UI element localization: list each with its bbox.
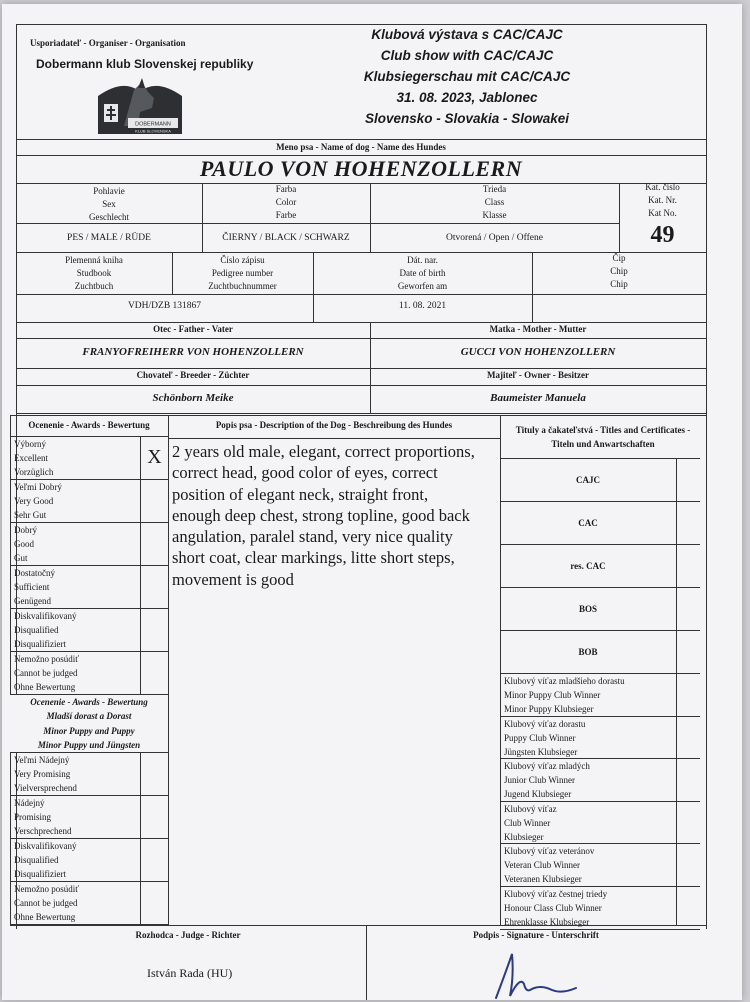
color-label: Farba Color Farbe xyxy=(275,184,297,220)
organiser-label: Usporiadateľ - Organiser - Organisation xyxy=(30,38,186,48)
title-checkbox-2[interactable] xyxy=(677,544,699,587)
pedigree-label: Číslo zápisu Pedigree number Zuchtbuchnummer xyxy=(208,255,277,291)
description-line: enough deep chest, strong topline, good back xyxy=(172,505,470,525)
description-line: short coat, clear markings, litte short steps, xyxy=(172,548,455,568)
pedigree-value: VDH/DZB 131867 xyxy=(127,301,202,311)
puppy-award-checkbox-3[interactable] xyxy=(141,881,168,924)
svg-text:KLUB SLOVENSKA: KLUB SLOVENSKA xyxy=(135,128,171,134)
cat-no-label: Kat. číslo Kat. Nr. Kat No. xyxy=(645,182,680,218)
father-label: Otec - Father - Vater xyxy=(153,324,233,334)
award-label-1: Veľmi Dobrý Very Good Sehr Gut xyxy=(14,482,62,521)
club-winner-title-0: Klubový víťaz mladšieho dorastu Minor Puppy Club Winner Minor Puppy Klubsieger xyxy=(504,676,625,714)
puppy-award-label-3: Nemožno posúdiť Cannot be judged Ohne Bewertung xyxy=(14,884,80,923)
puppy-award-label-1: Nádejný Promising Verschprechend xyxy=(14,798,72,837)
mother-name: GUCCI VON HOHENZOLLERN xyxy=(460,346,616,358)
puppy-award-checkbox-0[interactable] xyxy=(141,752,168,795)
class-value: Otvorená / Open / Offene xyxy=(446,233,543,243)
club-logo xyxy=(94,74,186,136)
dob-label: Dát. nar. Date of birth Geworfen am xyxy=(397,255,448,291)
club-winner-title-2: Klubový víťaz mladých Junior Club Winner Jugend Klubsieger xyxy=(504,761,590,800)
title-bob: BOB xyxy=(578,646,598,657)
mother-label: Matka - Mother - Mutter xyxy=(489,324,587,334)
judge-label: Rozhodca - Judge - Richter xyxy=(135,930,241,940)
signature-label: Podpis - Signature - Unterschrift xyxy=(473,930,599,940)
puppy-award-label-0: Veľmi Nádejný Very Promising Vielversprechend xyxy=(14,755,77,794)
puppy-award-checkbox-2[interactable] xyxy=(141,838,168,881)
puppy-awards-title: Ocenenie - Awards - Bewertung Mladší dorast a Dorast Minor Puppy and Puppy Minor Puppy und Jüngsten xyxy=(10,695,168,752)
show-title-block xyxy=(332,24,602,129)
chip-label: Čip Chip Chip xyxy=(610,253,628,289)
color-value: ČIERNY / BLACK / SCHWARZ xyxy=(222,233,350,243)
award-checkbox-3[interactable] xyxy=(141,565,168,608)
description-text xyxy=(172,441,502,590)
title-bos: BOS xyxy=(578,603,597,614)
club-winner-checkbox-3[interactable] xyxy=(677,801,699,844)
show-country: Slovensko - Slovakia - Slowakei xyxy=(364,111,570,126)
show-title-de: Klubsiegerschau mit CAC/CAJC xyxy=(363,69,571,84)
award-label-0: Výborný Excellent Vorzüglich xyxy=(14,439,54,478)
description-line: 2 years old male, elegant, correct proportions, xyxy=(172,442,475,461)
show-title-sk: Klubová výstava s CAC/CAJC xyxy=(371,27,563,42)
description-title: Popis psa - Description of the Dog - Beschreibung des Hundes xyxy=(215,420,453,430)
judge-signature xyxy=(490,946,580,1002)
studbook-label: Plemenná kniha Studbook Zuchtbuch xyxy=(65,255,123,291)
title-checkbox-3[interactable] xyxy=(677,587,699,630)
dog-name-label: Meno psa - Name of dog - Name des Hundes xyxy=(276,142,446,152)
title-cac: CAC xyxy=(578,517,598,528)
description-line: movement is good xyxy=(172,569,294,589)
judge-name: István Rada (HU) xyxy=(147,966,233,980)
class-label: Trieda Class Klasse xyxy=(482,184,507,220)
svg-text:DOBERMANN: DOBERMANN xyxy=(135,121,171,128)
award-checkbox-4[interactable] xyxy=(141,608,168,651)
title-res-cac: res. CAC xyxy=(570,560,606,571)
puppy-award-checkbox-1[interactable] xyxy=(141,795,168,838)
puppy-award-label-2: Diskvalifikovaný Disqualified Disqualifiziert xyxy=(14,841,77,880)
award-label-4: Diskvalifikovaný Disqualified Disqualifiziert xyxy=(14,611,77,650)
description-line: position of elegant neck, straight front, xyxy=(172,484,429,504)
show-title-en: Club show with CAC/CAJC xyxy=(380,48,554,63)
owner-label: Majiteľ - Owner - Besitzer xyxy=(486,370,589,380)
dob-value: 11. 08. 2021 xyxy=(398,301,447,311)
show-date-place: 31. 08. 2023, Jablonec xyxy=(396,90,538,105)
awards-title: Ocenenie - Awards - Bewertung xyxy=(28,420,150,430)
award-label-3: Dostatočný Sufficient Genügend xyxy=(14,568,55,607)
award-label-2: Dobrý Good Gut xyxy=(14,525,37,564)
sex-label: Pohlavie Sex Geschlecht xyxy=(89,186,129,222)
award-label-5: Nemožno posúdiť Cannot be judged Ohne Bewertung xyxy=(14,654,80,693)
club-winner-checkbox-2[interactable] xyxy=(677,758,699,801)
club-winner-title-5: Klubový víťaz čestnej triedy Honour Class Club Winner Ehrenklasse Klubsieger xyxy=(504,889,608,927)
title-checkbox-0[interactable] xyxy=(677,458,699,501)
club-winner-checkbox-4[interactable] xyxy=(677,843,699,886)
sex-value: PES / MALE / RÜDE xyxy=(67,233,151,243)
show-evaluation-sheet xyxy=(2,4,742,1000)
club-winner-title-3: Klubový víťaz Club Winner Klubsieger xyxy=(504,803,557,842)
breeder-label: Chovateľ - Breeder - Züchter xyxy=(136,370,250,380)
title-checkbox-1[interactable] xyxy=(677,501,699,544)
club-winner-checkbox-0[interactable] xyxy=(677,673,699,716)
club-winner-checkbox-5[interactable] xyxy=(677,886,699,929)
breeder-name: Schönborn Meike xyxy=(152,392,234,404)
owner-name: Baumeister Manuela xyxy=(490,392,586,404)
organiser-name: Dobermann klub Slovenskej republiky xyxy=(36,57,254,71)
club-winner-checkbox-1[interactable] xyxy=(677,716,699,759)
titles-title: Tituly a čakateľstvá - Titles and Certificates - Titeln und Anwartschaften xyxy=(515,425,691,449)
award-checkbox-2[interactable] xyxy=(141,522,168,565)
title-checkbox-4[interactable] xyxy=(677,630,699,673)
title-cajc: CAJC xyxy=(576,474,600,485)
award-checkbox-1[interactable] xyxy=(141,479,168,522)
club-winner-title-1: Klubový víťaz dorastu Puppy Club Winner Jüngsten Klubsieger xyxy=(504,718,586,757)
dog-name: PAULO VON HOHENZOLLERN xyxy=(199,156,523,181)
description-line: correct head, good color of eyes, correct xyxy=(172,463,438,483)
club-winner-title-4: Klubový víťaz veteránov Veteran Club Winner Veteranen Klubsieger xyxy=(504,846,595,885)
award-checkbox-0[interactable]: X xyxy=(147,446,162,468)
cat-no-value: 49 xyxy=(650,222,675,248)
award-checkbox-5[interactable] xyxy=(141,651,168,694)
description-line: angulation, paralel stand, very nice quality xyxy=(172,527,453,547)
father-name: FRANYOFREIHERR VON HOHENZOLLERN xyxy=(82,346,304,358)
